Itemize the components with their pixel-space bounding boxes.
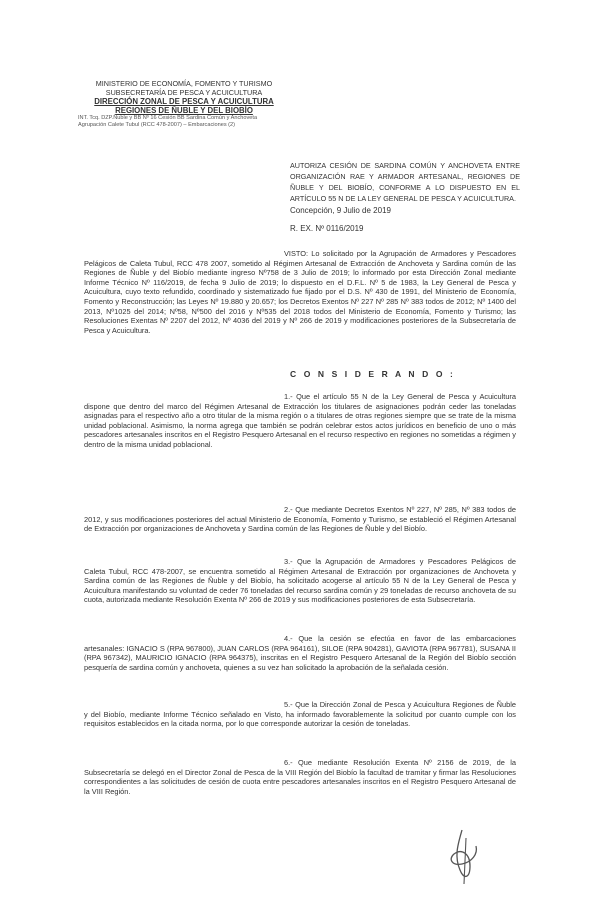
direccion-name: DIRECCIÓN ZONAL DE PESCA Y ACUICULTURA	[94, 97, 274, 106]
reference-line-2: Agrupación Calete Tubul (RCC 478-2007) – Embarcaciones (2)	[78, 122, 236, 128]
considerando-2: 2.- Que mediante Decretos Exentos Nº 227, Nº 285, Nº 383 todos de 2012, y sus modificaciones posteriores del actual Ministerio de Economía, Fomento y Turismo, se estableció el Régimen Artesanal de Extracción por organizaciones de Anchoveta y Sardina común de las Regiones de Ñuble y del Biobío.	[84, 505, 516, 534]
resolution-number: R. EX. Nº 0116/2019	[290, 224, 364, 233]
signature-mark	[440, 826, 490, 886]
resolution-title: AUTORIZA CESIÓN DE SARDINA COMÚN Y ANCHOVETA ENTRE ORGANIZACIÓN RAE Y ARMADOR ARTESANAL, REGIONES DE ÑUBLE Y DEL BIOBÍO, CONFORME A LO DISPUESTO EN EL ARTÍCULO 55 N DE LA LEY GENERAL DE PESCA Y ACUICULTURA.	[290, 161, 520, 203]
letterhead	[78, 79, 290, 129]
considerando-5: 5.- Que la Dirección Zonal de Pesca y Acuicultura Regiones de Ñuble y del Biobío, mediante Informe Técnico señalado en Visto, ha informado favorablemente la solicitud por cuanto cumple con los requisitos establecidos en la citada norma, por lo que corresponde autorizar la cesión de toneladas.	[84, 700, 516, 729]
visto-paragraph: VISTO: Lo solicitado por la Agrupación de Armadores y Pescadores Pelágicos de Caleta Tubul, RCC 478 2007, sometido al Régimen Artesanal de Extracción de Anchoveta y Sardina común de las Regiones de Ñuble y del Biobío mediante ingreso Nº758 de 3 Julio de 2019; lo informado por esta Dirección Zonal mediante Informe Técnico Nº 116/2019, de fecha 9 Julio de 2019; lo dispuesto en el D.F.L. Nº 5 de 1983, la Ley General de Pesca y Acuicultura, cuyo texto refundido, coordinado y sistematizado fue fijado por el D.S. Nº 430 de 1991, del Ministerio de Economía, Fomento y Reconstrucción; las Leyes Nº 19.880 y 20.657; los Decretos Exentos Nº 227 Nº 285 Nº 383 todos de 2012; Nº 1400 del 2013, Nº1025 del 2014; Nº58, Nº500 del 2016 y Nº535 del 2018 todos del Ministerio de Economía, Fomento y Turismo; las Resoluciones Exentas Nº 2207 del 2012, Nº 4036 del 2019 y Nº 266 de 2019 y modificaciones posteriores de la Subsecretaría de Pesca y Acuicultura.	[84, 249, 516, 335]
considerando-4: 4.- Que la cesión se efectúa en favor de las embarcaciones artesanales: IGNACIO S (RPA 967800), JUAN CARLOS (RPA 964161), SILOE (RPA 904281), GAVIOTA (RPA 967781), SUSANA II (RPA 967342), MAURICIO IGNACIO (RPA 964375), inscritas en el Registro Pesquero Artesanal de la Región del Biobío sección pesquería de sardina común y anchoveta, quienes a su vez han solicitado la aprobación de la señalada cesión.	[84, 634, 516, 672]
considerando-1: 1.- Que el artículo 55 N de la Ley General de Pesca y Acuicultura dispone que dentro del marco del Régimen Artesanal de Extracción los titulares de asignaciones podrán ceder las toneladas asignadas para el respectivo año a otro titular de la misma región o a titulares de otras regiones siempre que se trate de la misma unidad poblacional. Asimismo, la norma agrega que también se podrán celebrar estos actos jurídicos en beneficio de uno o más pescadores artesanales inscritos en el Registro Pesquero Artesanal en el recurso respectivo en regiones no sometidas a régimen y dentro de la misma unidad poblacional.	[84, 392, 516, 449]
considerando-heading: C O N S I D E R A N D O :	[290, 369, 456, 379]
place-date: Concepción, 9 Julio de 2019	[290, 206, 391, 215]
considerando-3: 3.- Que la Agrupación de Armadores y Pescadores Pelágicos de Caleta Tubul, RCC 478-2007, se encuentra sometido al Régimen Artesanal de Extracción por organizaciones de Anchoveta y Sardina común de las Regiones de Ñuble y del Biobío, ha solicitado acogerse al artículo 55 N de la Ley General de Pesca y Acuicultura manifestando su voluntad de ceder 76 toneladas del recurso sardina común y 29 toneladas de recurso anchoveta de su cuota, autorizada mediante Resolución Exenta Nº 266 de 2019 y sus modificaciones posteriores de esta Subsecretaría.	[84, 557, 516, 605]
subsecretaria-name: SUBSECRETARÍA DE PESCA Y ACUICULTURA	[105, 88, 263, 97]
considerando-6: 6.- Que mediante Resolución Exenta Nº 2156 de 2019, de la Subsecretaría se delegó en el Director Zonal de Pesca de la VIII Región del Biobío la facultad de tramitar y firmar las Resoluciones correspondientes a las solicitudes de cesión de cuota entre pescadores artesanales inscritos en el Registro Pesquero Artesanal de la VIII Región.	[84, 758, 516, 796]
reference-line-1: INT. Tcq. DZP.Ñuble y BB Nº 16 Cesión BB Sardina Común y Anchoveta	[78, 115, 258, 121]
regiones-name: REGIONES DE ÑUBLE Y DEL BIOBÍO	[115, 106, 253, 115]
ministry-name: MINISTERIO DE ECONOMÍA, FOMENTO Y TURISMO	[95, 79, 273, 88]
